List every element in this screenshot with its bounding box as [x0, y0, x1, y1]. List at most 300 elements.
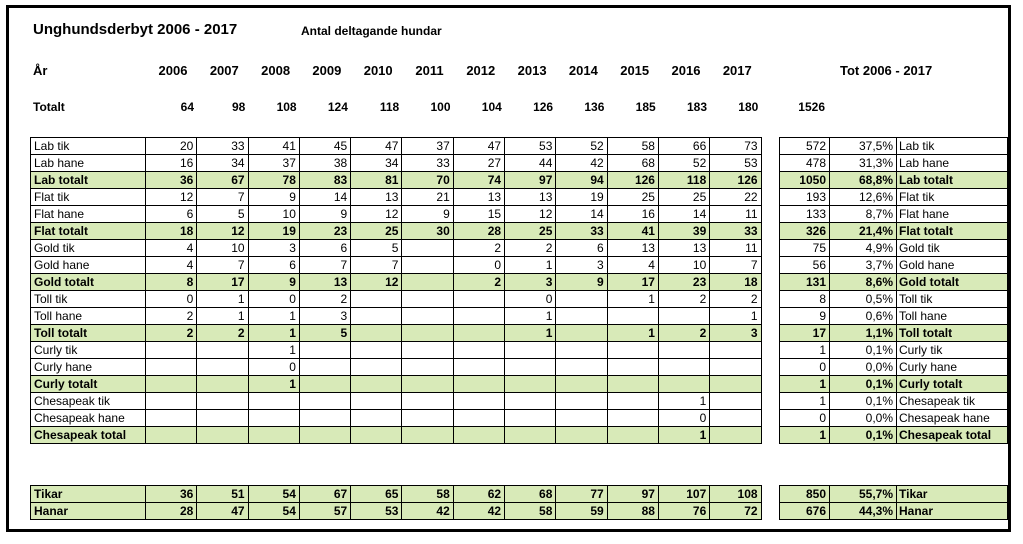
- row-label: Chesapeak tik: [31, 393, 146, 410]
- percent-cell: 4,9%: [830, 240, 897, 257]
- year-header-2017: 2017: [722, 63, 752, 78]
- percent-cell: 8,7%: [830, 206, 897, 223]
- value-cell: 33: [402, 155, 453, 172]
- value-cell: [402, 291, 453, 308]
- value-cell: 25: [607, 189, 658, 206]
- row-label: Toll hane: [31, 308, 146, 325]
- value-cell: 2: [453, 240, 504, 257]
- summary-row: [780, 155, 1008, 172]
- percent-cell: 44,3%: [830, 503, 897, 520]
- value-cell: [197, 410, 248, 427]
- value-cell: [453, 291, 504, 308]
- value-cell: 73: [710, 138, 761, 155]
- value-cell: [351, 376, 402, 393]
- value-cell: 10: [197, 240, 248, 257]
- summary-label: Flat totalt: [897, 223, 1008, 240]
- row-label: Curly tik: [31, 342, 146, 359]
- year-header-label: År: [33, 63, 48, 78]
- table-row: [31, 342, 762, 359]
- value-cell: [607, 376, 658, 393]
- total-cell: 1: [780, 427, 830, 444]
- value-cell: [505, 427, 556, 444]
- value-cell: 36: [146, 172, 197, 189]
- row-label: Hanar: [31, 503, 146, 520]
- year-total-2011: 100: [430, 100, 451, 114]
- value-cell: 1: [505, 257, 556, 274]
- row-label: Lab tik: [31, 138, 146, 155]
- value-cell: 16: [607, 206, 658, 223]
- value-cell: [556, 410, 607, 427]
- value-cell: [710, 376, 761, 393]
- value-cell: 51: [197, 486, 248, 503]
- year-header-2008: 2008: [261, 63, 291, 78]
- value-cell: [556, 376, 607, 393]
- value-cell: 47: [453, 138, 504, 155]
- value-cell: [453, 342, 504, 359]
- value-cell: [197, 393, 248, 410]
- row-label: Gold totalt: [31, 274, 146, 291]
- year-header-2011: 2011: [415, 63, 444, 78]
- value-cell: [299, 359, 350, 376]
- value-cell: [658, 308, 709, 325]
- value-cell: 7: [710, 257, 761, 274]
- value-cell: [351, 342, 402, 359]
- value-cell: 45: [299, 138, 350, 155]
- value-cell: [402, 359, 453, 376]
- table-row: [31, 189, 762, 206]
- year-header-2009: 2009: [312, 63, 342, 78]
- summary-row: [780, 274, 1008, 291]
- value-cell: 37: [402, 138, 453, 155]
- summary-label: Tikar: [897, 486, 1008, 503]
- table-row: [31, 206, 762, 223]
- year-total-2008: 108: [276, 100, 297, 114]
- value-cell: 11: [710, 206, 761, 223]
- value-cell: 1: [658, 393, 709, 410]
- value-cell: 6: [299, 240, 350, 257]
- value-cell: 14: [556, 206, 607, 223]
- value-cell: [402, 376, 453, 393]
- row-label: Curly totalt: [31, 376, 146, 393]
- table-row: [31, 427, 762, 444]
- summary-row: [780, 325, 1008, 342]
- value-cell: 23: [299, 223, 350, 240]
- value-cell: 7: [197, 257, 248, 274]
- value-cell: 41: [248, 138, 299, 155]
- table-row: [31, 503, 762, 520]
- year-total-2007: 98: [231, 100, 246, 114]
- value-cell: 2: [658, 291, 709, 308]
- summary-row: [780, 308, 1008, 325]
- value-cell: 66: [658, 138, 709, 155]
- value-cell: [197, 359, 248, 376]
- value-cell: [351, 308, 402, 325]
- year-header-2007: 2007: [209, 63, 239, 78]
- value-cell: 38: [299, 155, 350, 172]
- value-cell: [658, 342, 709, 359]
- tot-range-header: Tot 2006 - 2017: [840, 63, 933, 78]
- row-label: Lab hane: [31, 155, 146, 172]
- value-cell: 3: [248, 240, 299, 257]
- value-cell: 68: [505, 486, 556, 503]
- percent-cell: 31,3%: [830, 155, 897, 172]
- value-cell: 10: [248, 206, 299, 223]
- value-cell: 11: [710, 240, 761, 257]
- value-cell: 118: [658, 172, 709, 189]
- total-cell: 9: [780, 308, 830, 325]
- value-cell: 54: [248, 486, 299, 503]
- value-cell: 0: [146, 291, 197, 308]
- value-cell: 9: [248, 189, 299, 206]
- total-cell: 326: [780, 223, 830, 240]
- value-cell: [402, 427, 453, 444]
- value-cell: [248, 410, 299, 427]
- percent-cell: 0,1%: [830, 393, 897, 410]
- value-cell: 74: [453, 172, 504, 189]
- value-cell: 58: [505, 503, 556, 520]
- value-cell: [146, 427, 197, 444]
- value-cell: 126: [607, 172, 658, 189]
- value-cell: [453, 325, 504, 342]
- table-row: [31, 325, 762, 342]
- percent-cell: 8,6%: [830, 274, 897, 291]
- summary-label: Chesapeak tik: [897, 393, 1008, 410]
- value-cell: 6: [248, 257, 299, 274]
- year-total-2009: 124: [327, 100, 348, 114]
- value-cell: 52: [658, 155, 709, 172]
- value-cell: 10: [658, 257, 709, 274]
- summary-row: [780, 223, 1008, 240]
- value-cell: 33: [556, 223, 607, 240]
- value-cell: 12: [351, 274, 402, 291]
- value-cell: [402, 308, 453, 325]
- total-cell: 850: [780, 486, 830, 503]
- value-cell: 19: [248, 223, 299, 240]
- year-total-2017: 180: [738, 100, 759, 114]
- value-cell: [299, 376, 350, 393]
- value-cell: 18: [146, 223, 197, 240]
- value-cell: 1: [248, 342, 299, 359]
- value-cell: [299, 410, 350, 427]
- percent-cell: 68,8%: [830, 172, 897, 189]
- value-cell: 9: [248, 274, 299, 291]
- summary-row: [780, 427, 1008, 444]
- value-cell: 33: [197, 138, 248, 155]
- value-cell: 42: [402, 503, 453, 520]
- value-cell: 5: [351, 240, 402, 257]
- value-cell: [607, 342, 658, 359]
- value-cell: [453, 393, 504, 410]
- total-cell: 17: [780, 325, 830, 342]
- summary-label: Toll hane: [897, 308, 1008, 325]
- value-cell: 1: [505, 308, 556, 325]
- value-cell: 0: [453, 257, 504, 274]
- summary-row: [780, 486, 1008, 503]
- table-row: [31, 240, 762, 257]
- total-cell: 8: [780, 291, 830, 308]
- value-cell: 12: [351, 206, 402, 223]
- table-row: [31, 172, 762, 189]
- row-label: Gold tik: [31, 240, 146, 257]
- value-cell: 0: [505, 291, 556, 308]
- summary-label: Chesapeak hane: [897, 410, 1008, 427]
- value-cell: [453, 410, 504, 427]
- value-cell: [607, 359, 658, 376]
- summary-label: Chesapeak total: [897, 427, 1008, 444]
- percent-cell: 1,1%: [830, 325, 897, 342]
- year-header-2014: 2014: [568, 63, 598, 78]
- summary-label: Curly totalt: [897, 376, 1008, 393]
- value-cell: 2: [146, 308, 197, 325]
- total-cell: 133: [780, 206, 830, 223]
- summary-row: [780, 503, 1008, 520]
- summary-label: Lab tik: [897, 138, 1008, 155]
- value-cell: 8: [146, 274, 197, 291]
- total-cell: 131: [780, 274, 830, 291]
- value-cell: 34: [197, 155, 248, 172]
- value-cell: [556, 359, 607, 376]
- year-total-2015: 185: [635, 100, 656, 114]
- total-cell: 1: [780, 376, 830, 393]
- value-cell: 2: [505, 240, 556, 257]
- value-cell: 126: [710, 172, 761, 189]
- value-cell: 19: [556, 189, 607, 206]
- value-cell: 107: [658, 486, 709, 503]
- summary-label: Gold hane: [897, 257, 1008, 274]
- value-cell: 47: [197, 503, 248, 520]
- value-cell: 59: [556, 503, 607, 520]
- summary-label: Hanar: [897, 503, 1008, 520]
- value-cell: 70: [402, 172, 453, 189]
- summary-row: [780, 410, 1008, 427]
- value-cell: 67: [299, 486, 350, 503]
- row-label: Flat hane: [31, 206, 146, 223]
- value-cell: [505, 359, 556, 376]
- total-header-label: Totalt: [33, 100, 65, 114]
- value-cell: 41: [607, 223, 658, 240]
- total-cell: 0: [780, 359, 830, 376]
- table-row: [31, 486, 762, 503]
- value-cell: 83: [299, 172, 350, 189]
- value-cell: 53: [351, 503, 402, 520]
- value-cell: 22: [710, 189, 761, 206]
- value-cell: [505, 342, 556, 359]
- total-cell: 193: [780, 189, 830, 206]
- value-cell: 25: [351, 223, 402, 240]
- summary-label: Flat hane: [897, 206, 1008, 223]
- value-cell: 78: [248, 172, 299, 189]
- table-row: [31, 393, 762, 410]
- value-cell: [658, 376, 709, 393]
- page-title: Unghundsderbyt 2006 - 2017: [33, 21, 238, 38]
- percent-cell: 0,6%: [830, 308, 897, 325]
- year-header-2010: 2010: [363, 63, 393, 78]
- summary-row: [780, 138, 1008, 155]
- total-cell: 478: [780, 155, 830, 172]
- value-cell: [556, 325, 607, 342]
- year-total-2006: 64: [180, 100, 194, 114]
- percent-cell: 0,5%: [830, 291, 897, 308]
- value-cell: 13: [299, 274, 350, 291]
- value-cell: 36: [146, 486, 197, 503]
- year-header-2015: 2015: [620, 63, 650, 78]
- value-cell: 53: [710, 155, 761, 172]
- value-cell: 1: [197, 308, 248, 325]
- value-cell: 53: [505, 138, 556, 155]
- value-cell: 27: [453, 155, 504, 172]
- value-cell: [505, 376, 556, 393]
- value-cell: 18: [710, 274, 761, 291]
- breed-year-table: [30, 137, 762, 444]
- row-label: Chesapeak hane: [31, 410, 146, 427]
- percent-cell: 0,1%: [830, 342, 897, 359]
- summary-label: Lab totalt: [897, 172, 1008, 189]
- table-row: [31, 308, 762, 325]
- value-cell: 68: [607, 155, 658, 172]
- value-cell: [351, 410, 402, 427]
- value-cell: 7: [351, 257, 402, 274]
- value-cell: 4: [607, 257, 658, 274]
- row-label: Toll totalt: [31, 325, 146, 342]
- value-cell: [402, 410, 453, 427]
- year-header-2016: 2016: [671, 63, 701, 78]
- row-label: Gold hane: [31, 257, 146, 274]
- value-cell: 14: [299, 189, 350, 206]
- summary-label: Toll totalt: [897, 325, 1008, 342]
- value-cell: 23: [658, 274, 709, 291]
- value-cell: 1: [248, 308, 299, 325]
- summary-row: [780, 257, 1008, 274]
- value-cell: [556, 291, 607, 308]
- value-cell: 57: [299, 503, 350, 520]
- percent-cell: 55,7%: [830, 486, 897, 503]
- value-cell: 5: [197, 206, 248, 223]
- value-cell: [710, 427, 761, 444]
- value-cell: 4: [146, 240, 197, 257]
- value-cell: 0: [248, 359, 299, 376]
- value-cell: 1: [710, 308, 761, 325]
- value-cell: 5: [299, 325, 350, 342]
- gender-year-table: [30, 485, 762, 520]
- value-cell: 13: [505, 189, 556, 206]
- value-cell: [607, 427, 658, 444]
- value-cell: 77: [556, 486, 607, 503]
- value-cell: 65: [351, 486, 402, 503]
- value-cell: [299, 393, 350, 410]
- summary-label: Flat tik: [897, 189, 1008, 206]
- value-cell: 62: [453, 486, 504, 503]
- value-cell: 25: [505, 223, 556, 240]
- summary-label: Gold tik: [897, 240, 1008, 257]
- summary-row: [780, 206, 1008, 223]
- value-cell: [351, 393, 402, 410]
- row-label: Flat totalt: [31, 223, 146, 240]
- value-cell: 3: [556, 257, 607, 274]
- value-cell: 2: [710, 291, 761, 308]
- row-label: Curly hane: [31, 359, 146, 376]
- table-row: [31, 155, 762, 172]
- value-cell: 2: [299, 291, 350, 308]
- summary-row: [780, 240, 1008, 257]
- value-cell: 13: [453, 189, 504, 206]
- value-cell: [453, 308, 504, 325]
- value-cell: 2: [197, 325, 248, 342]
- value-cell: 30: [402, 223, 453, 240]
- value-cell: [453, 376, 504, 393]
- summary-label: Toll tik: [897, 291, 1008, 308]
- value-cell: [299, 427, 350, 444]
- value-cell: 21: [402, 189, 453, 206]
- total-cell: 1: [780, 393, 830, 410]
- summary-label: Gold totalt: [897, 274, 1008, 291]
- value-cell: [402, 274, 453, 291]
- breed-summary-table: [779, 137, 1008, 444]
- summary-label: Curly hane: [897, 359, 1008, 376]
- year-total-2012: 104: [481, 100, 502, 114]
- table-row: [31, 223, 762, 240]
- value-cell: 58: [402, 486, 453, 503]
- value-cell: 39: [658, 223, 709, 240]
- total-cell: 1: [780, 342, 830, 359]
- value-cell: 108: [710, 486, 761, 503]
- percent-cell: 0,0%: [830, 359, 897, 376]
- value-cell: [556, 308, 607, 325]
- value-cell: [607, 308, 658, 325]
- value-cell: [146, 410, 197, 427]
- value-cell: 3: [299, 308, 350, 325]
- value-cell: 6: [146, 206, 197, 223]
- value-cell: 12: [146, 189, 197, 206]
- value-cell: [607, 410, 658, 427]
- value-cell: 47: [351, 138, 402, 155]
- value-cell: 13: [351, 189, 402, 206]
- value-cell: [658, 359, 709, 376]
- value-cell: [453, 427, 504, 444]
- summary-row: [780, 291, 1008, 308]
- row-label: Flat tik: [31, 189, 146, 206]
- table-row: [31, 376, 762, 393]
- percent-cell: 21,4%: [830, 223, 897, 240]
- value-cell: 42: [556, 155, 607, 172]
- summary-row: [780, 172, 1008, 189]
- percent-cell: 37,5%: [830, 138, 897, 155]
- table-row: [31, 291, 762, 308]
- year-header-2006: 2006: [158, 63, 188, 78]
- value-cell: [248, 427, 299, 444]
- value-cell: 13: [658, 240, 709, 257]
- value-cell: [402, 240, 453, 257]
- value-cell: 97: [505, 172, 556, 189]
- total-cell: 676: [780, 503, 830, 520]
- value-cell: 76: [658, 503, 709, 520]
- value-cell: [402, 325, 453, 342]
- value-cell: 15: [453, 206, 504, 223]
- value-cell: [197, 342, 248, 359]
- percent-cell: 3,7%: [830, 257, 897, 274]
- value-cell: 72: [710, 503, 761, 520]
- value-cell: 58: [607, 138, 658, 155]
- value-cell: 2: [658, 325, 709, 342]
- value-cell: 6: [556, 240, 607, 257]
- value-cell: 44: [505, 155, 556, 172]
- total-cell: 1050: [780, 172, 830, 189]
- row-label: Lab totalt: [31, 172, 146, 189]
- value-cell: 28: [453, 223, 504, 240]
- value-cell: [351, 427, 402, 444]
- value-cell: 34: [351, 155, 402, 172]
- value-cell: 7: [299, 257, 350, 274]
- value-cell: [505, 393, 556, 410]
